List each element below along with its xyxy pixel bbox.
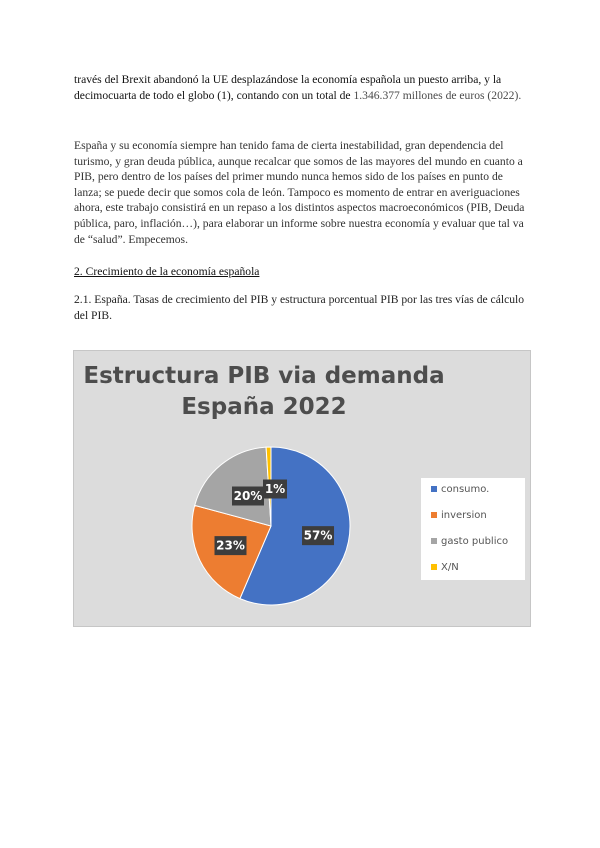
legend-label-consumo: consumo. bbox=[441, 484, 490, 495]
chart-title-line2: España 2022 bbox=[181, 394, 347, 420]
legend-swatch-inversion bbox=[431, 512, 437, 518]
data-label-text-xn: 1% bbox=[264, 482, 286, 496]
data-label-text-inversion: 23% bbox=[216, 538, 245, 553]
paragraph-economy: España y su economía siempre han tenido fama de cierta inestabilidad, gran dependencia del turismo, y gran deuda pública, aunque recalcar que somos de las mayores del mundo en cuanto a PIB, pero dentro de los países del primer mundo nunca hemos sido de los países en punto de lanza; se puede decir que somos cola de león. Tampoco es momento de entrar en averiguaciones ahora, este trabajo consistirá en un repaso a los distintos aspectos macroeconómicos (PIB, Deuda pública, paro, inflación…), para elaborar un informe sobre nuestra economía y evaluar que tal va de “salud”. Empecemos. bbox=[74, 139, 525, 246]
chart-legend bbox=[421, 478, 525, 580]
paragraph-intro-figure: 1.346.377 millones de euros (2022). bbox=[350, 88, 522, 102]
pie-chart bbox=[73, 350, 531, 627]
legend-item-xn bbox=[431, 562, 459, 573]
legend-item-inversion bbox=[431, 510, 487, 521]
chart-title-line1: Estructura PIB via demanda bbox=[83, 363, 445, 389]
legend-swatch-xn bbox=[431, 564, 437, 570]
data-label-xn bbox=[263, 480, 287, 499]
legend-swatch-gasto-publico bbox=[431, 538, 437, 544]
paragraph-intro-text: través del Brexit abandonó la UE desplazándose la economía española un puesto arriba, y la decimocuarta de todo el globo (1), contando con un total de bbox=[74, 73, 502, 102]
data-label-inversion bbox=[214, 536, 246, 555]
data-label-text-consumo: 57% bbox=[303, 528, 333, 543]
paragraph-intro bbox=[74, 72, 526, 103]
legend-item-consumo bbox=[431, 484, 489, 495]
legend-swatch-consumo bbox=[431, 486, 437, 492]
legend-item-gasto-publico bbox=[431, 536, 508, 547]
legend-label-inversion: inversion bbox=[441, 510, 487, 521]
data-label-consumo bbox=[302, 526, 334, 545]
subsection-caption: 2.1. España. Tasas de crecimiento del PIB y estructura porcentual PIB por las tres vías de cálculo del PIB. bbox=[74, 293, 525, 322]
legend-label-gasto-publico: gasto publico bbox=[441, 536, 509, 547]
data-label-gasto-publico bbox=[232, 487, 264, 506]
data-label-text-gasto-publico: 20% bbox=[233, 489, 263, 503]
section-heading: 2. Crecimiento de la economía española bbox=[74, 265, 260, 278]
legend-label-xn: X/N bbox=[441, 562, 459, 573]
